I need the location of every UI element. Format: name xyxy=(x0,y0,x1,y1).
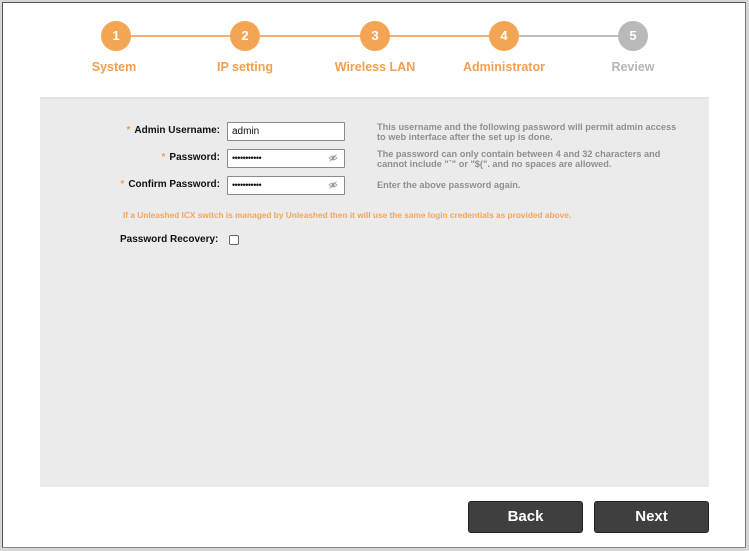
admin-username-label xyxy=(127,121,220,141)
step-label: Administrator xyxy=(463,60,545,74)
step-label: Review xyxy=(611,60,655,74)
password-row xyxy=(40,148,220,168)
step-number-badge: 2 xyxy=(230,21,260,51)
step-number-badge: 5 xyxy=(618,21,648,51)
step-review[interactable] xyxy=(573,21,693,74)
password-recovery-label: Password Recovery: xyxy=(120,234,219,245)
required-marker: * xyxy=(120,179,125,190)
step-number-badge: 4 xyxy=(489,21,519,51)
confirm-password-label-text: Confirm Password: xyxy=(128,179,220,190)
admin-username-input[interactable] xyxy=(227,122,345,141)
step-label: IP setting xyxy=(216,60,274,74)
confirm-password-masked-value: ••••••••••• xyxy=(232,180,262,190)
toggle-visibility-eye-icon[interactable] xyxy=(328,153,338,163)
step-number-badge: 1 xyxy=(101,21,131,51)
required-marker: * xyxy=(126,125,131,136)
step-ip-setting[interactable] xyxy=(185,21,305,74)
password-masked-value: ••••••••••• xyxy=(232,153,262,163)
password-recovery-checkbox[interactable] xyxy=(229,235,239,245)
confirm-password-input[interactable] xyxy=(227,176,345,195)
setup-wizard-window xyxy=(2,2,746,548)
confirm-password-label xyxy=(120,175,220,195)
password-label xyxy=(162,148,220,168)
password-label-text: Password: xyxy=(169,152,220,163)
confirm-password-row xyxy=(40,175,220,195)
step-system[interactable] xyxy=(56,21,176,74)
password-help: The password can only contain between 4 and 32 characters and cannot include "`" or "$(". and no spaces are allowed. xyxy=(377,149,661,169)
password-input[interactable] xyxy=(227,149,345,168)
wizard-stepper xyxy=(3,3,747,93)
admin-username-label-text: Admin Username: xyxy=(134,125,220,136)
step-label: System xyxy=(91,60,137,74)
admin-username-row xyxy=(40,121,220,141)
required-marker: * xyxy=(161,152,166,163)
step-label: Wireless LAN xyxy=(334,60,416,74)
next-button[interactable]: Next xyxy=(594,501,709,533)
confirm-password-help: Enter the above password again. xyxy=(377,180,521,190)
step-number-badge: 3 xyxy=(360,21,390,51)
step-administrator[interactable] xyxy=(444,21,564,74)
icx-switch-notice: If a Unleashed ICX switch is managed by Unleashed then it will use the same login credentials as provided above. xyxy=(123,210,572,220)
step-wireless-lan[interactable] xyxy=(315,21,435,74)
administrator-form-panel xyxy=(40,97,709,487)
toggle-visibility-eye-icon[interactable] xyxy=(328,180,338,190)
admin-username-help: This username and the following password will permit admin access to web interface after the set up is done. xyxy=(377,122,677,142)
back-button[interactable]: Back xyxy=(468,501,583,533)
